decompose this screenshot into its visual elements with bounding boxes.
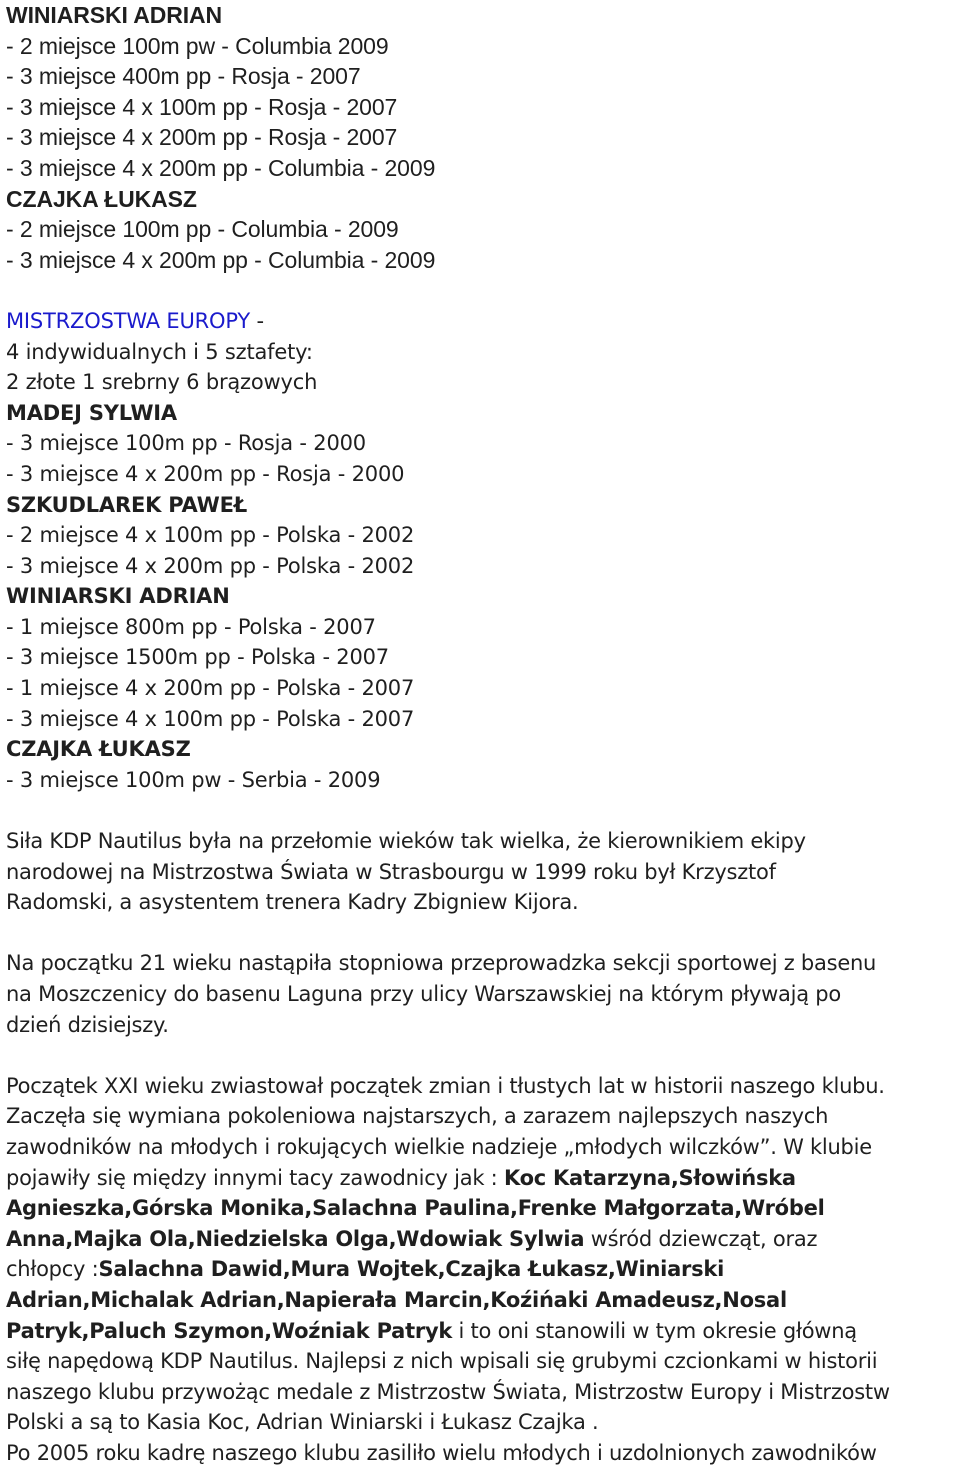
athlete-name: MADEJ SYLWIA <box>6 400 177 425</box>
summary-line: 2 złote 1 srebrny 6 brązowych <box>6 370 318 395</box>
line-text: chłopcy : <box>6 1257 99 1282</box>
result-line: - 3 miejsce 4 x 200m pp - Columbia - 2009 <box>6 246 436 273</box>
athlete-name: WINIARSKI ADRIAN <box>6 2 223 28</box>
athlete-name: SZKUDLAREK PAWEŁ <box>6 492 248 517</box>
paragraph-line: narodowej na Mistrzostwa Świata w Strasbourgu w 1999 roku był Krzysztof <box>6 859 776 884</box>
result-line: - 3 miejsce 4 x 200m pp - Polska - 2002 <box>6 553 415 578</box>
section-heading <box>6 306 958 337</box>
athlete-name: CZAJKA ŁUKASZ <box>6 185 197 212</box>
spacer <box>6 275 958 306</box>
paragraph-line: Polski a są to Kasia Koc, Adrian Winiarski i Łukasz Czajka . <box>6 1410 599 1435</box>
result-line: - 3 miejsce 4 x 100m pp - Polska - 2007 <box>6 706 415 731</box>
paragraph-line: Radomski, a asystentem trenera Kadry Zbigniew Kijora. <box>6 890 579 915</box>
bold-names: Agnieszka,Górska Monika,Salachna Paulina,Frenke Małgorzata,Wróbel <box>6 1196 825 1221</box>
result-line: - 3 miejsce 1500m pp - Polska - 2007 <box>6 645 389 670</box>
paragraph-line: na Moszczenicy do basenu Laguna przy ulicy Warszawskiej na którym pływają po <box>6 982 841 1006</box>
paragraph-line: dzień dzisiejszy. <box>6 1012 169 1037</box>
bold-names: Koc Katarzyna,Słowińska <box>503 1165 796 1190</box>
result-line: - 3 miejsce 400m pp - Rosja - 2007 <box>6 63 361 90</box>
paragraph-basen <box>6 948 958 1040</box>
paragraph-xxi-wiek <box>6 1071 958 1469</box>
paragraph-line: Początek XXI wieku zwiastował początek zmian i tłustych lat w historii naszego klubu. <box>6 1073 885 1098</box>
paragraph-line <box>6 1193 958 1224</box>
paragraph-line: zawodników na młodych i rokujących wielkie nadzieje „młodych wilczków”. W klubie <box>6 1134 872 1159</box>
result-line: - 3 miejsce 4 x 200m pp - Rosja - 2000 <box>6 461 405 486</box>
paragraph-line <box>6 1316 958 1347</box>
line-text: pojawiły się między innymi tacy zawodnicy jak : <box>6 1165 504 1190</box>
paragraph-line <box>6 1163 958 1194</box>
paragraph-line: naszego klubu przywożąc medale z Mistrzostw Świata, Mistrzostw Europy i Mistrzostw <box>6 1379 890 1404</box>
line-text: wśród dziewcząt, oraz <box>584 1226 818 1251</box>
result-line: - 3 miejsce 4 x 100m pp - Rosja - 2007 <box>6 93 398 120</box>
spacer <box>6 795 958 826</box>
result-line: - 2 miejsce 100m pw - Columbia 2009 <box>6 32 389 59</box>
paragraph-line: Siła KDP Nautilus była na przełomie wieków tak wielka, że kierownikiem ekipy <box>6 829 806 854</box>
document-body <box>6 0 958 1469</box>
result-line: - 3 miejsce 4 x 200m pp - Columbia - 2009 <box>6 154 436 181</box>
bold-names: Patryk,Paluch Szymon,Woźniak Patryk <box>6 1318 453 1343</box>
paragraph-line: siłę napędową KDP Nautilus. Najlepsi z nich wpisali się grubymi czcionkami w historii <box>6 1349 878 1374</box>
bold-names: Anna,Majka Ola,Niedzielska Olga,Wdowiak Sylwia <box>6 1226 585 1251</box>
athlete-name: WINIARSKI ADRIAN <box>6 584 230 609</box>
paragraph-line <box>6 1254 958 1285</box>
spacer <box>6 918 958 949</box>
line-text: i to oni stanowili w tym okresie główną <box>452 1318 857 1343</box>
athlete-name: CZAJKA ŁUKASZ <box>6 737 191 762</box>
paragraph-line: Po 2005 roku kadrę naszego klubu zasiliło wielu młodych i uzdolnionych zawodników <box>6 1440 877 1465</box>
result-line: - 1 miejsce 4 x 200m pp - Polska - 2007 <box>6 676 415 701</box>
paragraph-line <box>6 1224 958 1255</box>
result-line: - 2 miejsce 100m pp - Columbia - 2009 <box>6 216 399 243</box>
spacer <box>6 1040 958 1071</box>
result-line: - 3 miejsce 100m pp - Rosja - 2000 <box>6 431 366 456</box>
result-line: - 3 miejsce 4 x 200m pp - Rosja - 2007 <box>6 124 398 151</box>
europe-heading-suffix: - <box>249 308 264 333</box>
paragraph-line: Zaczęła się wymiana pokoleniowa najstarszych, a zarazem najlepszych naszych <box>6 1104 829 1129</box>
paragraph-line <box>6 1285 958 1316</box>
bold-names: Adrian,Michalak Adrian,Napierała Marcin,Koźińaki Amadeusz,Nosal <box>6 1287 787 1312</box>
paragraph-line: Na początku 21 wieku nastąpiła stopniowa przeprowadzka sekcji sportowej z basenu <box>6 951 877 976</box>
summary-line: 4 indywidualnych i 5 sztafety: <box>6 339 313 364</box>
paragraph-kadra <box>6 826 958 918</box>
result-line: - 2 miejsce 4 x 100m pp - Polska - 2002 <box>6 523 415 548</box>
bold-names: Salachna Dawid,Mura Wojtek,Czajka Łukasz,Winiarski <box>98 1257 725 1282</box>
europe-heading: MISTRZOSTWA EUROPY <box>6 308 250 333</box>
result-line: - 3 miejsce 100m pw - Serbia - 2009 <box>6 767 381 792</box>
result-line: - 1 miejsce 800m pp - Polska - 2007 <box>6 614 376 639</box>
